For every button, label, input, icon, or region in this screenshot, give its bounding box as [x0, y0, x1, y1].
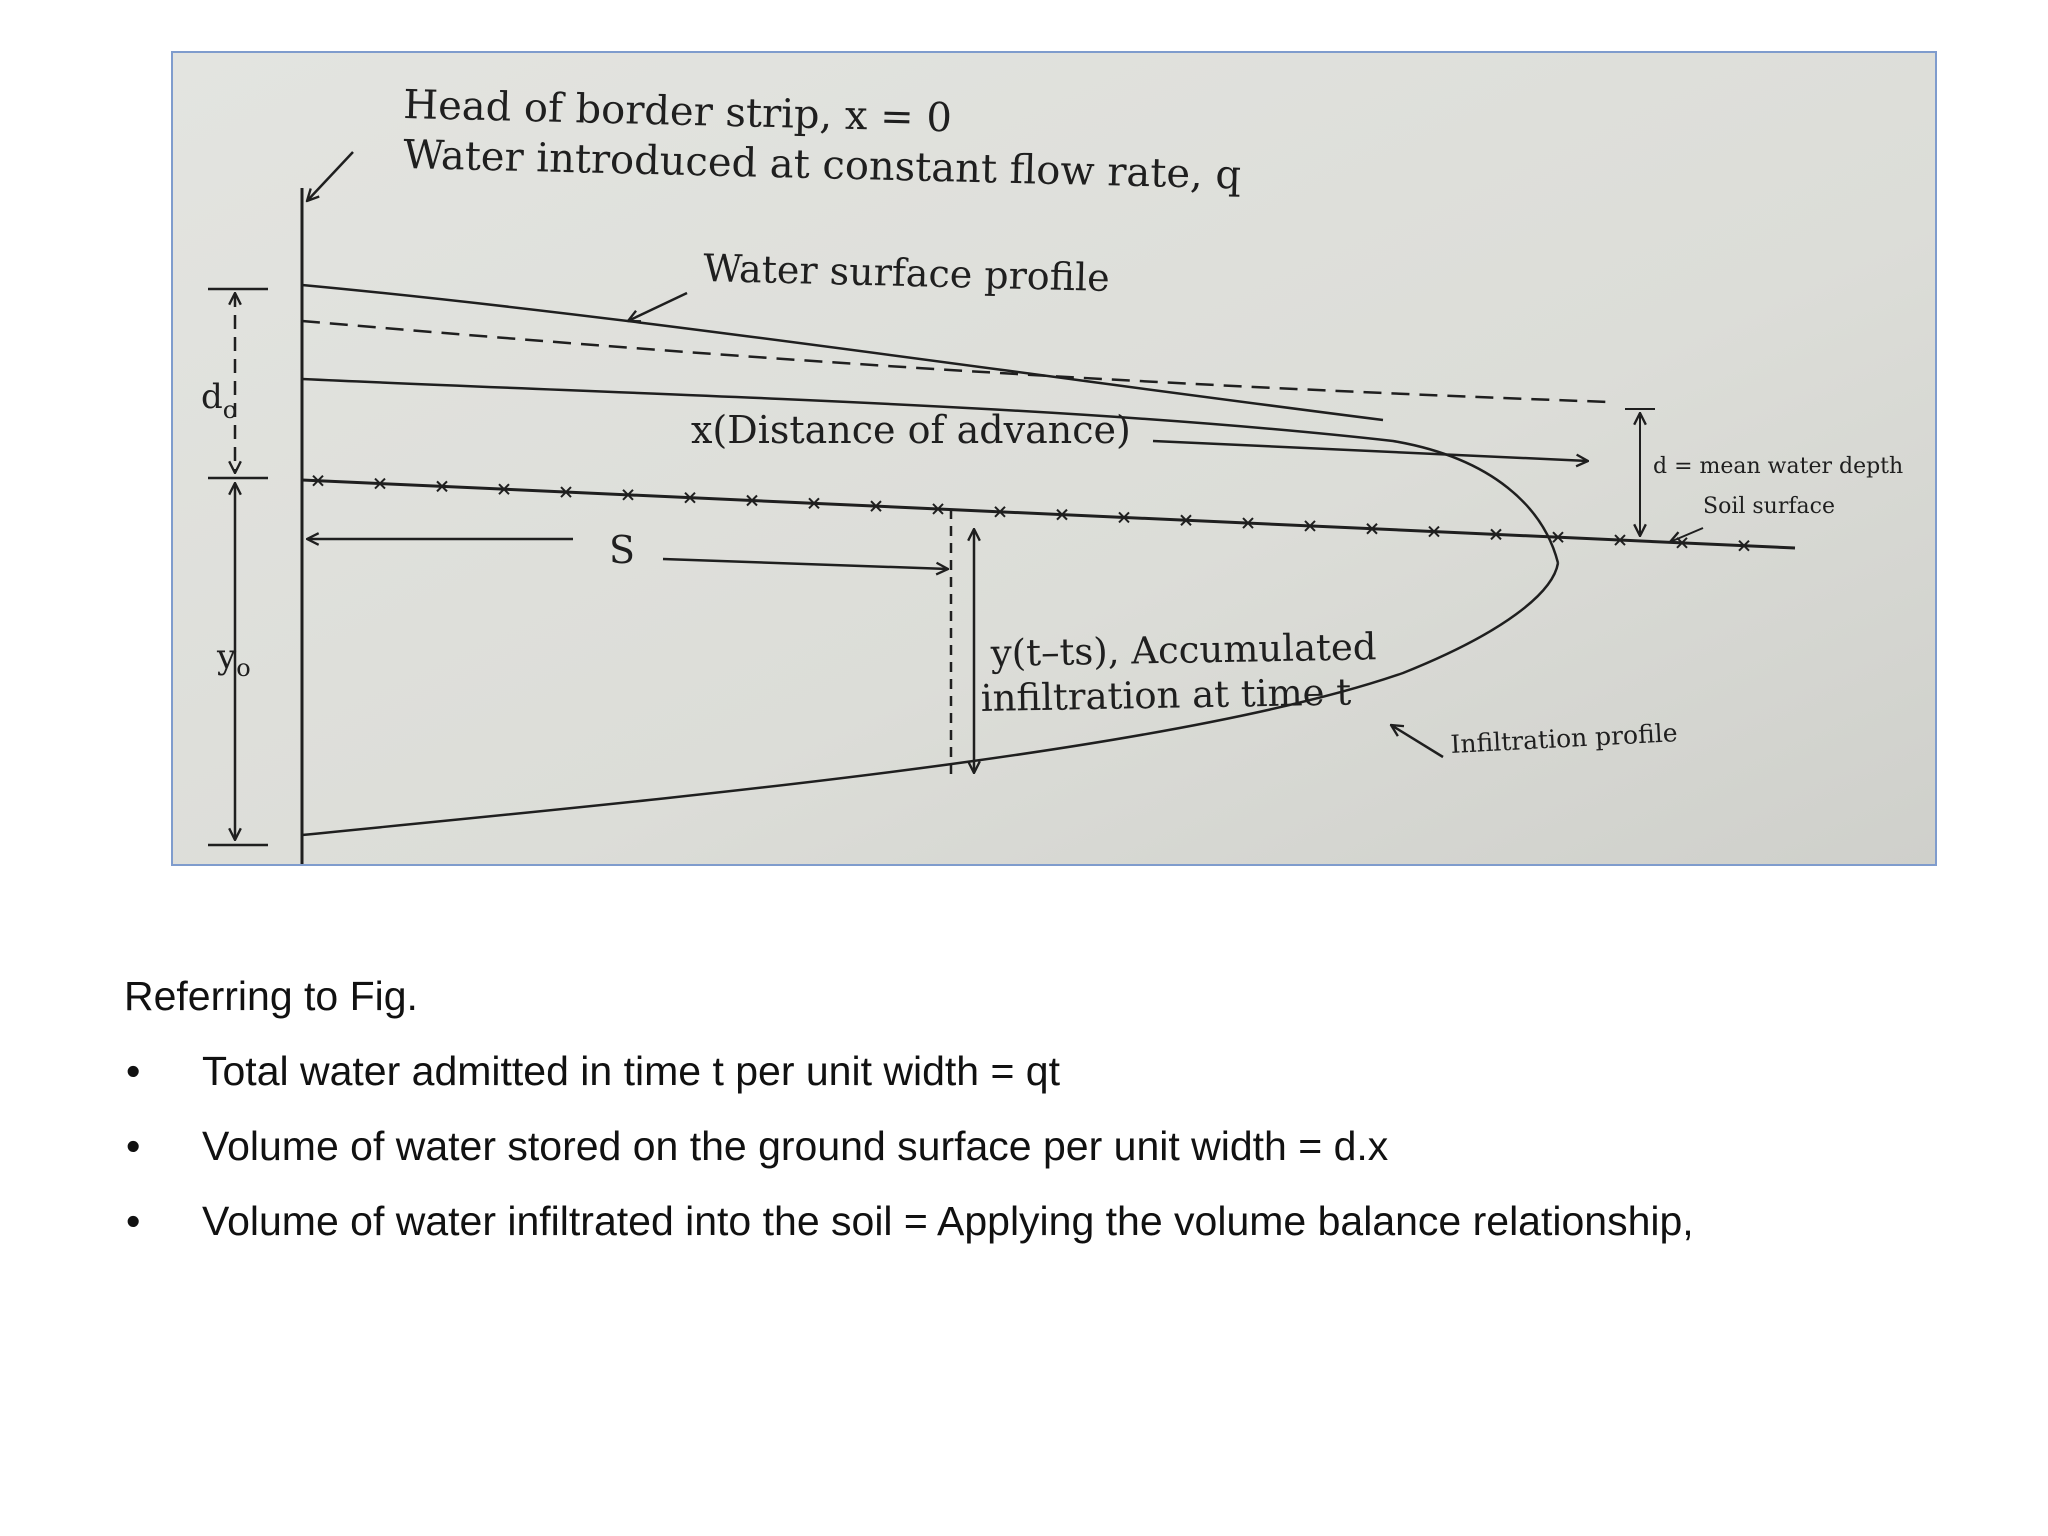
- bullet-item: [124, 1120, 1944, 1172]
- head-label-line2: Water introduced at constant flow rate, q: [402, 132, 1242, 199]
- caption-bullet-list: [124, 1045, 1944, 1247]
- bullet-text: Volume of water stored on the ground surface per unit width = d.x: [202, 1123, 1389, 1169]
- bullet-text: Total water admitted in time t per unit width = qt: [202, 1048, 1060, 1094]
- s-label: S: [609, 528, 636, 572]
- mean-depth-label: d = mean water depth: [1653, 454, 1904, 479]
- head-label-line1: Head of border strip, x = 0: [402, 82, 953, 142]
- bullet-item: [124, 1195, 1944, 1247]
- border-irrigation-diagram: [173, 53, 1935, 864]
- bullet-dot: •: [126, 1123, 141, 1169]
- caption-intro: Referring to Fig.: [124, 973, 418, 1019]
- caption: [124, 970, 1944, 1270]
- yo-label: $y_o$: [217, 637, 251, 682]
- bullet-item: [124, 1045, 1944, 1097]
- water-surface-label: Water surface profile: [702, 246, 1111, 300]
- bullet-dot: •: [126, 1048, 141, 1094]
- do-label: $d_o$: [201, 377, 238, 424]
- accum-label-line1: y(t–ts), Accumulated: [990, 625, 1377, 675]
- figure-frame: [171, 51, 1937, 866]
- accum-label-line2: infiltration at time t: [980, 670, 1352, 720]
- infiltration-label: Infiltration profile: [1449, 718, 1679, 759]
- bullet-text: Volume of water infiltrated into the soil = Applying the volume balance relationship,: [202, 1198, 1694, 1244]
- distance-label: x(Distance of advance): [691, 408, 1131, 452]
- soil-surface-label: Soil surface: [1703, 494, 1835, 519]
- bullet-dot: •: [126, 1198, 141, 1244]
